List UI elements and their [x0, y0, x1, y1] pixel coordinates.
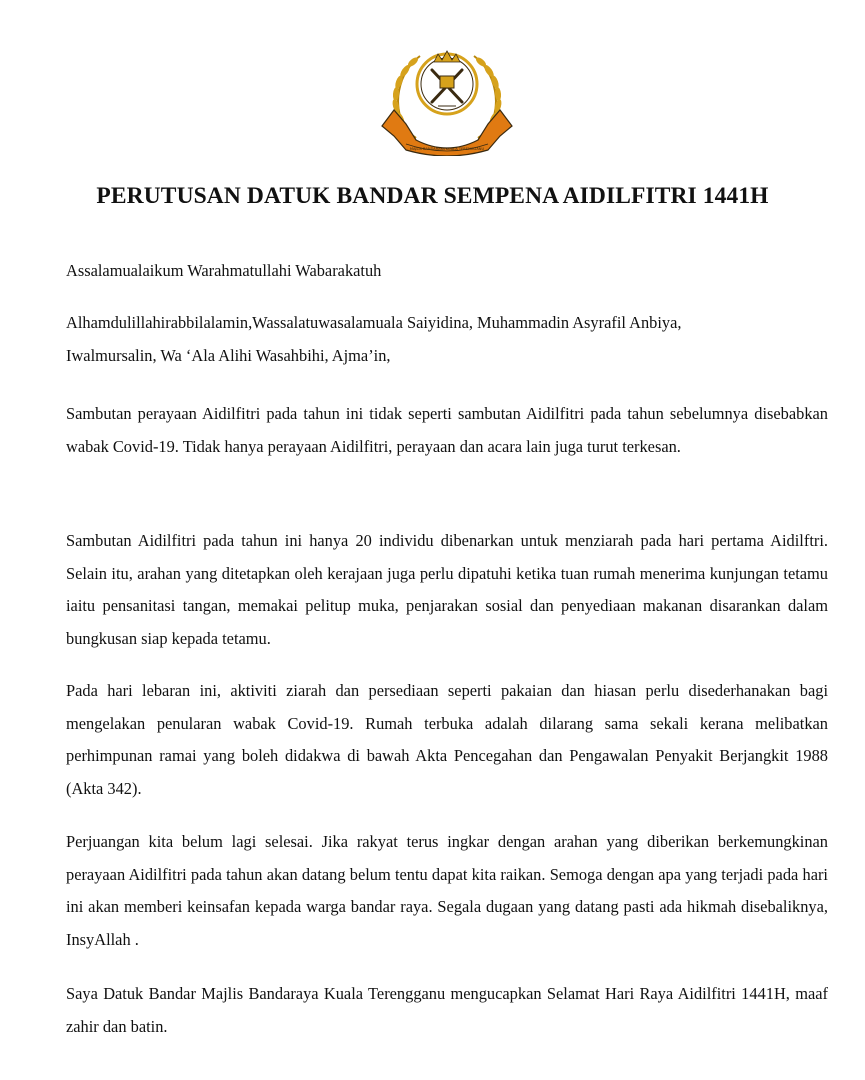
paragraph-4: Perjuangan kita belum lagi selesai. Jika rakyat terus ingkar dengan arahan yang diberikan berkemungkinan perayaan Aidilfitri pada tahun akan datang belum tentu dapat kita raikan. Semoga dengan apa yang terjadi pada hari ini akan memberi keinsafan kepada warga bandar raya. Segala dugaan yang datang pasti ada hikmah disebaliknya, InsyAllah . [66, 832, 828, 949]
paragraph-1: Sambutan perayaan Aidilfitri pada tahun ini tidak seperti sambutan Aidilfitri pada tahun sebelumnya disebabkan wabak Covid-19. Tidak hanya perayaan Aidilfitri, perayaan dan acara lain juga turut terkesan. [66, 404, 828, 456]
city-council-crest-logo [376, 40, 518, 156]
crown-icon [434, 51, 460, 62]
paragraph-3: Pada hari lebaran ini, aktiviti ziarah dan persediaan seperti pakaian dan hiasan perlu disederhanakan bagi mengelakan penularan wabak Covid-19. Rumah terbuka adalah dilarang sama sekali kerana melibatkan perhimpunan ramai yang boleh didakwa di bawah Akta Pencegahan dan Pengawalan Penyakit Berjangkit 1988 (Akta 342). [66, 681, 828, 798]
page-title: PERUTUSAN DATUK BANDAR SEMPENA AIDILFITRI 1441H [96, 183, 769, 209]
paragraph-2: Sambutan Aidilfitri pada tahun ini hanya 20 individu dibenarkan untuk menziarah pada hari pertama Aidilftri. Selain itu, arahan yang ditetapkan oleh kerajaan juga perlu dipatuhi ketika tuan rumah menerima kunjungan tetamu iaitu pensanitasi tangan, memakai pelitup muka, penjarakan sosial dan penyediaan makanan disarankan dalam bungkusan siap kepada tetamu. [66, 531, 828, 648]
opening-verse [66, 307, 828, 372]
opening-line-2: Iwalmursalin, Wa ‘Ala Alihi Wasahbihi, Ajma’in, [66, 345, 391, 365]
ribbon-text: MAJLIS BANDARAYA KUALA TERENGGANU [409, 147, 485, 151]
salutation-text: Assalamualaikum Warahmatullahi Wabarakatuh [66, 261, 382, 280]
opening-line-1: Alhamdulillahirabbilalamin,Wassalatuwasalamuala Saiyidina, Muhammadin Asyrafil Anbiya, [66, 313, 682, 332]
paragraph-5: Saya Datuk Bandar Majlis Bandaraya Kuala Terengganu mengucapkan Selamat Hari Raya Aidilfitri 1441H, maaf zahir dan batin. [66, 984, 828, 1036]
